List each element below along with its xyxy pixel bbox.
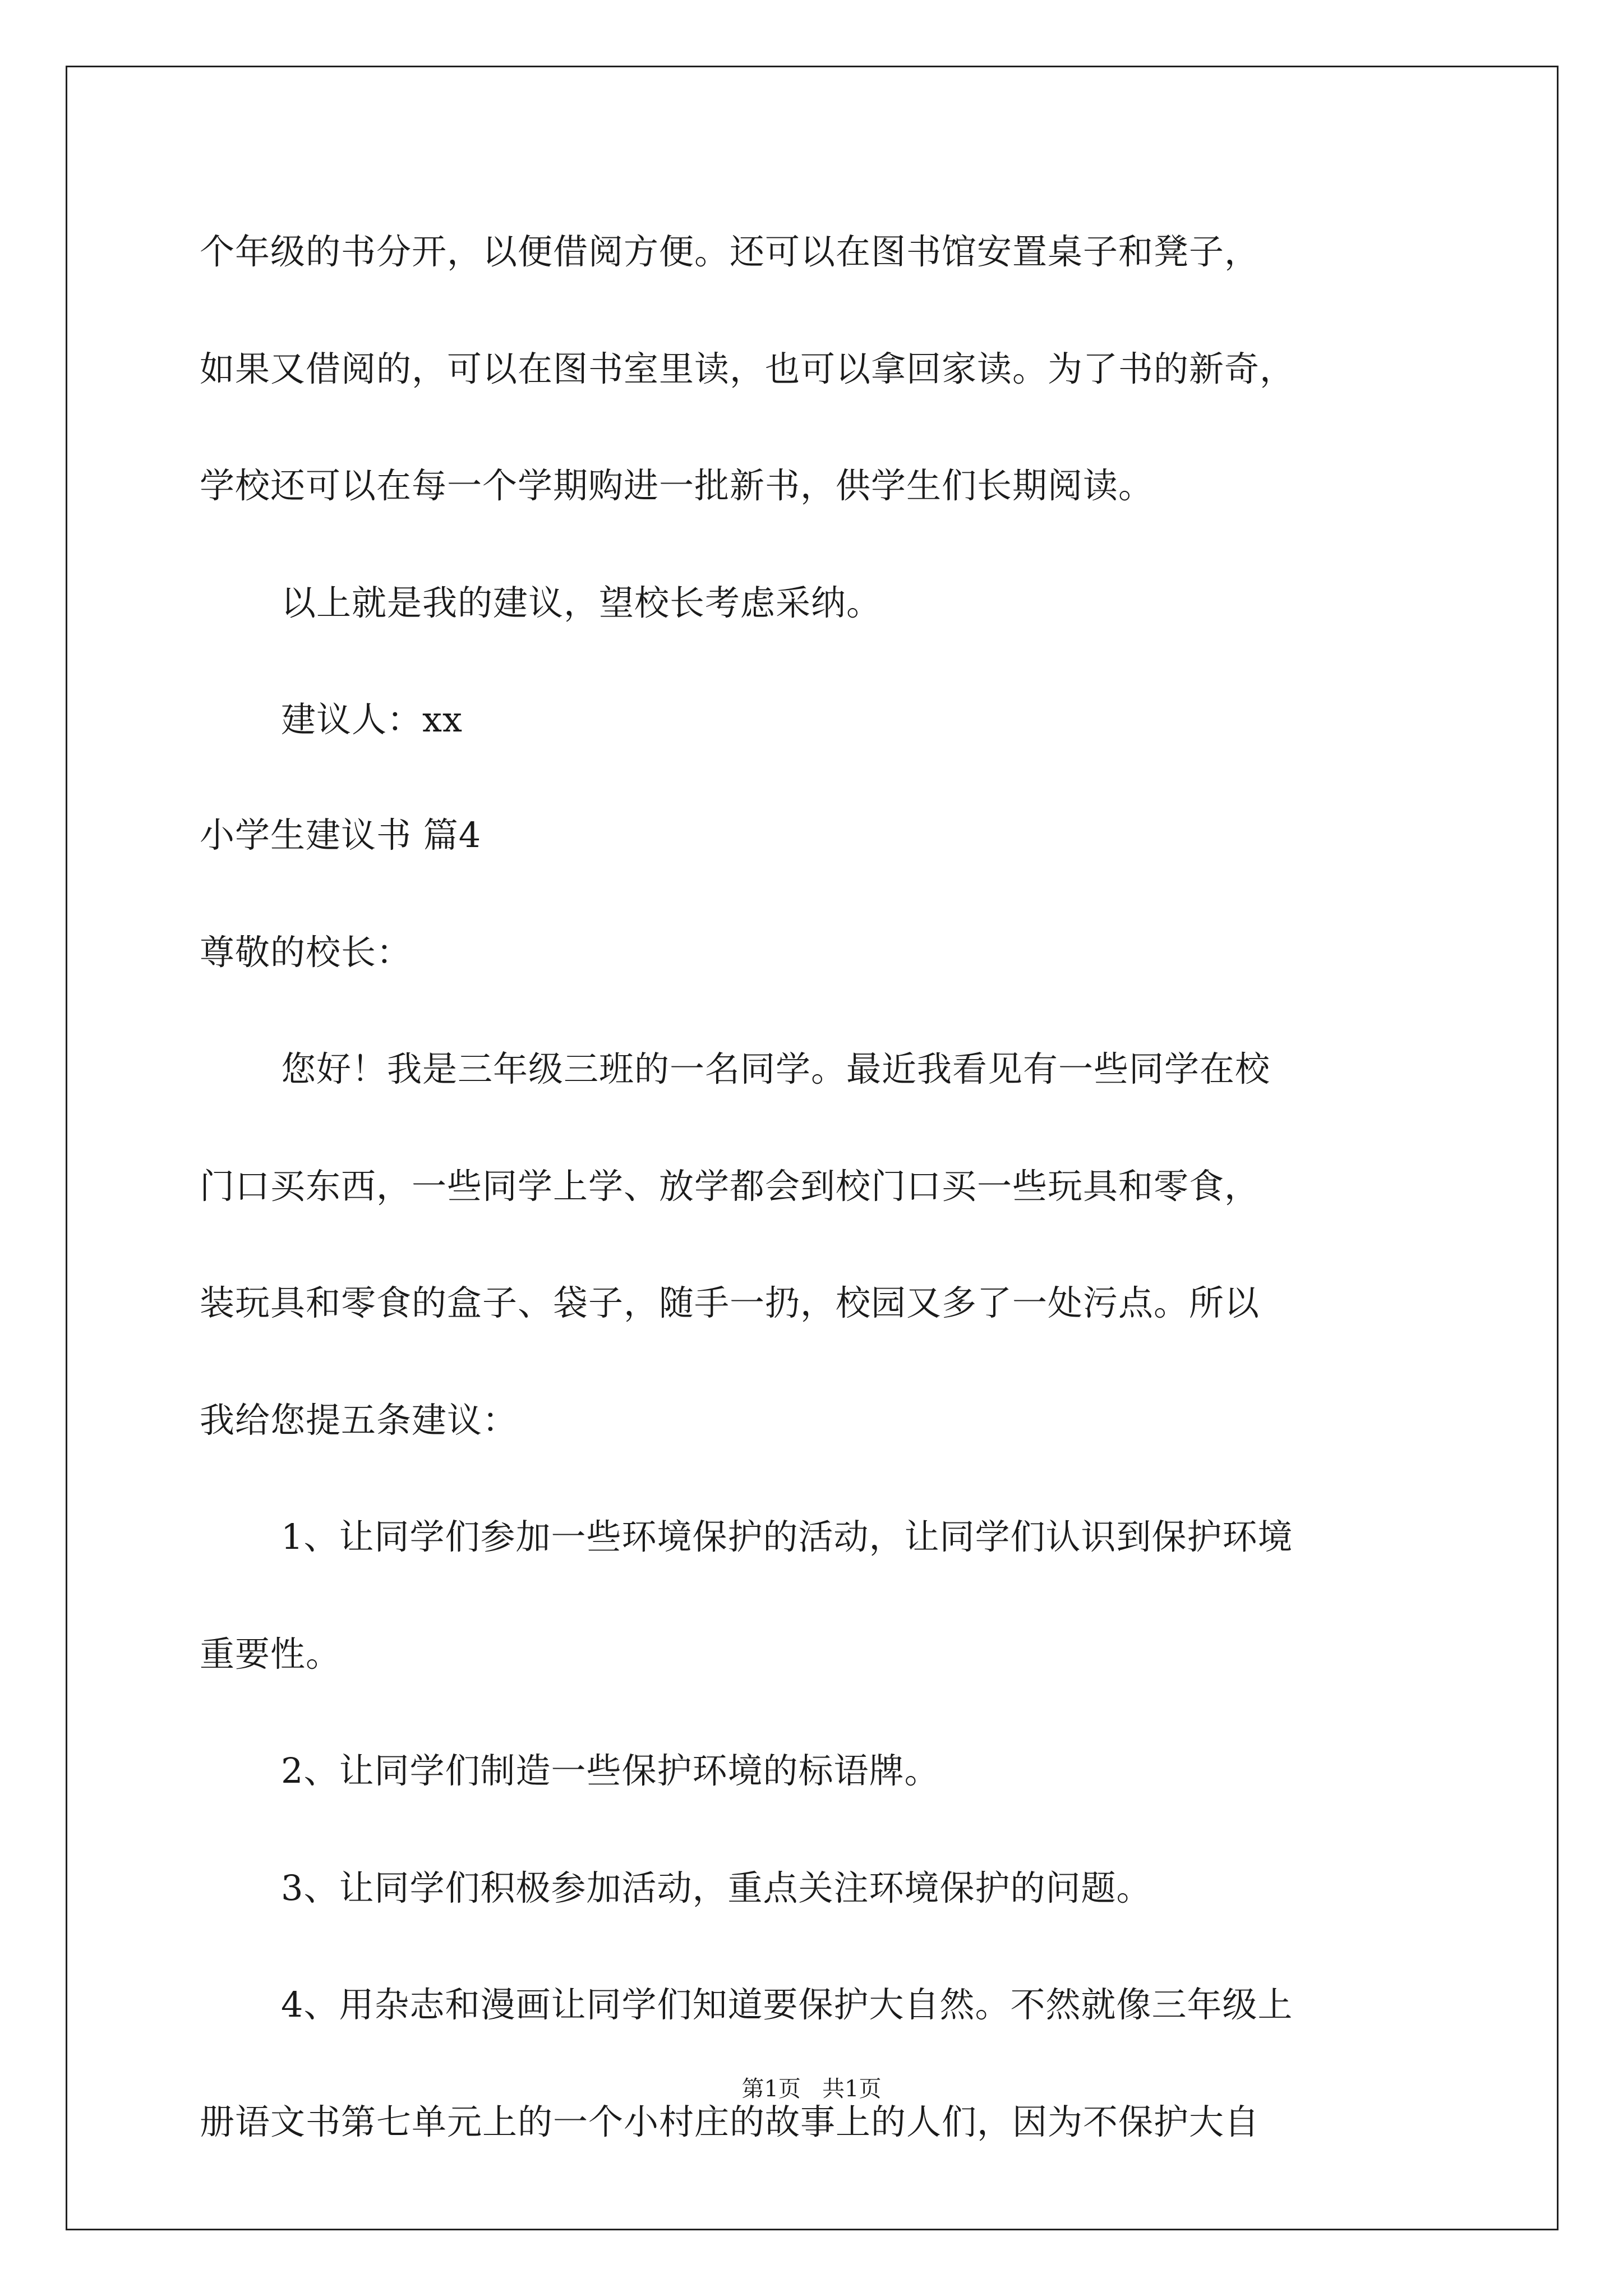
page-number-footer: 第1页 共1页 xyxy=(741,2076,882,2102)
body-line: 学校还可以在每一个学期购进一批新书，供学生们长期阅读。 xyxy=(200,465,1154,506)
body-line: 如果又借阅的，可以在图书室里读，也可以拿回家读。为了书的新奇， xyxy=(200,348,1295,389)
salutation: 尊敬的校长： xyxy=(200,932,412,973)
body-line: 重要性。 xyxy=(200,1634,342,1674)
body-line: 我给您提五条建议： xyxy=(200,1400,518,1441)
body-line: 册语文书第七单元上的一个小村庄的故事上的人们，因为不保护大自 xyxy=(200,2101,1260,2142)
body-line: 以上就是我的建议，望校长考虑采纳。 xyxy=(281,582,882,623)
body-line: 您好！我是三年级三班的一名同学。最近我看见有一些同学在校 xyxy=(281,1048,1271,1089)
signature-line: 建议人：xx xyxy=(281,699,463,740)
body-line: 装玩具和零食的盒子、袋子，随手一扔，校园又多了一处污点。所以 xyxy=(200,1282,1260,1323)
list-item: 4、用杂志和漫画让同学们知道要保护大自然。不然就像三年级上 xyxy=(281,1984,1293,2025)
section-heading: 小学生建议书 篇4 xyxy=(200,815,482,855)
list-item: 1、让同学们参加一些环境保护的活动，让同学们认识到保护环境 xyxy=(281,1516,1293,1557)
list-item: 3、让同学们积极参加活动，重点关注环境保护的问题。 xyxy=(281,1867,1152,1908)
body-line: 个年级的书分开，以便借阅方便。还可以在图书馆安置桌子和凳子， xyxy=(200,231,1260,272)
list-item: 2、让同学们制造一些保护环境的标语牌。 xyxy=(281,1750,940,1791)
body-line: 门口买东西，一些同学上学、放学都会到校门口买一些玩具和零食， xyxy=(200,1166,1260,1207)
